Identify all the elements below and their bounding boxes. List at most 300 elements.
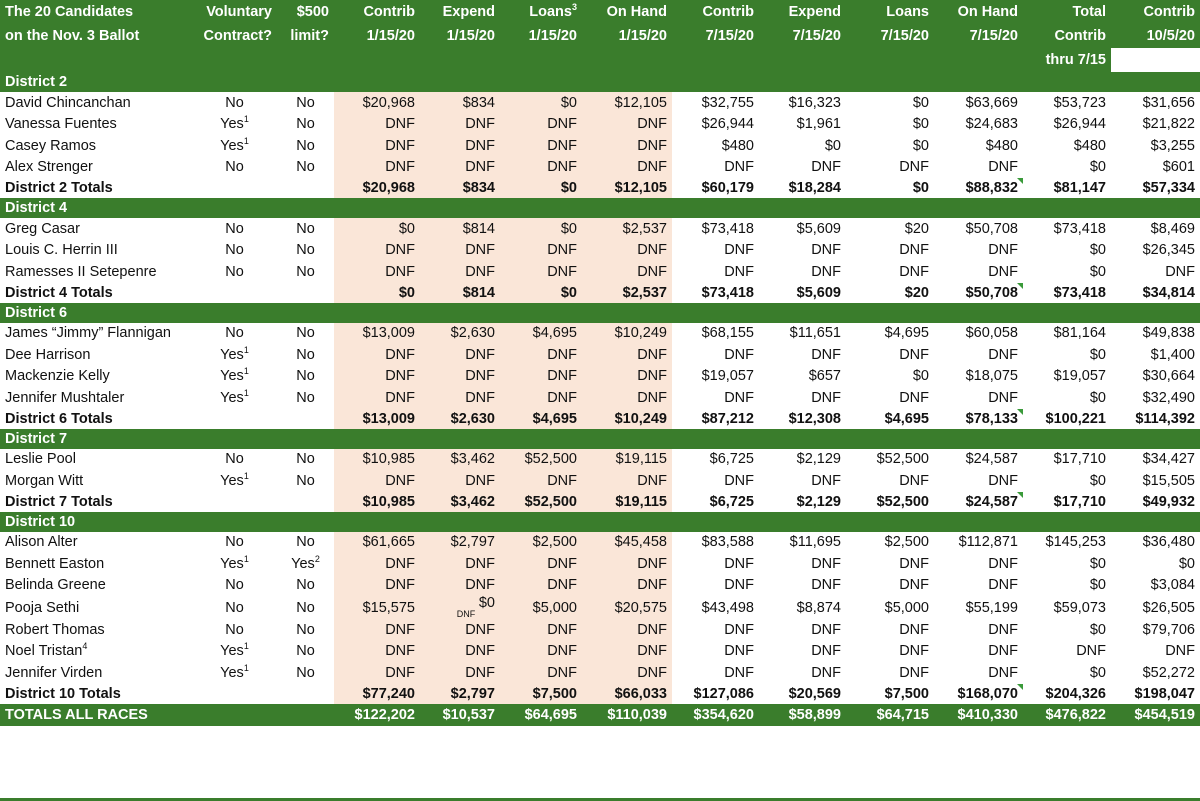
voluntary-contract — [192, 596, 277, 619]
district-title: District 2 — [0, 72, 1200, 92]
total-cell: $73,418 — [1053, 284, 1106, 301]
limit-text: No — [296, 621, 315, 638]
table-row — [0, 387, 1200, 409]
value-cell: DNF — [899, 621, 929, 638]
table-row — [0, 114, 1200, 136]
header-contrib-jan: Contrib — [334, 0, 420, 24]
candidate-name — [0, 323, 192, 345]
value-cell: $3,084 — [1150, 577, 1195, 594]
candidate-name — [0, 619, 192, 641]
value-cell: DNF — [582, 157, 672, 179]
footnote-marker: 1 — [243, 344, 249, 355]
total-cell: $52,500 — [876, 493, 929, 510]
voluntary-contract-text: Yes — [220, 472, 244, 489]
value-cell: DNF — [334, 344, 420, 366]
limit-text: No — [296, 137, 315, 154]
candidate-name — [0, 114, 192, 136]
voluntary-contract-text: Yes — [220, 555, 244, 572]
value-cell: $15,575 — [334, 596, 420, 619]
header-loans-jul: Loans — [846, 0, 934, 24]
voluntary-contract — [192, 261, 277, 283]
limit-text: No — [296, 472, 315, 489]
voluntary-contract-text: No — [225, 534, 244, 551]
district-totals-row — [0, 409, 1200, 429]
total-cell: $198,047 — [1134, 685, 1195, 702]
value-cell: $0 — [912, 116, 929, 133]
value-cell: DNF — [420, 553, 500, 575]
district-section-header — [0, 72, 1200, 92]
value-cell: DNF — [988, 346, 1018, 363]
value-cell: DNF — [500, 261, 582, 283]
value-cell: $20,575 — [582, 596, 672, 619]
value-cell: DNF — [724, 577, 754, 594]
district-totals-label: District 10 Totals — [5, 685, 121, 702]
value-cell: $657 — [808, 368, 841, 385]
candidate-name-text: Alison Alter — [5, 534, 78, 551]
voluntary-contract — [192, 344, 277, 366]
limit-500 — [277, 387, 334, 409]
total-cell: $18,284 — [788, 180, 841, 196]
district-totals-row — [0, 178, 1200, 198]
value-cell: $19,057 — [701, 368, 754, 385]
header-voluntary-line2: Contract? — [192, 24, 277, 48]
header-loans-jul-date: 7/15/20 — [846, 24, 934, 48]
footnote-marker: 1 — [243, 135, 249, 146]
value-cell: DNF — [811, 555, 841, 572]
value-cell: DNF — [899, 555, 929, 572]
voluntary-contract-text: Yes — [220, 664, 244, 681]
value-cell: $36,480 — [1142, 534, 1195, 551]
header-contrib-jan-date: 1/15/20 — [334, 24, 420, 48]
candidate-name — [0, 596, 192, 619]
value-cell: DNF — [1076, 643, 1106, 660]
limit-text: No — [296, 242, 315, 259]
limit-500 — [277, 619, 334, 641]
value-cell: $0 — [1089, 263, 1106, 280]
total-cell: $19,115 — [582, 492, 672, 512]
limit-500 — [277, 114, 334, 136]
value-cell: DNF — [582, 240, 672, 262]
value-cell: $73,418 — [1053, 220, 1106, 237]
value-cell: DNF — [334, 387, 420, 409]
cell-note: DNF — [456, 609, 476, 619]
voluntary-contract — [192, 366, 277, 388]
value-cell: DNF — [334, 470, 420, 492]
value-cell: $0 — [1178, 555, 1195, 572]
voluntary-contract-text: No — [225, 451, 244, 468]
value-cell: $3,462 — [420, 449, 500, 471]
value-cell: $0 — [334, 218, 420, 240]
value-cell: DNF — [811, 621, 841, 638]
value-cell: $112,871 — [958, 534, 1018, 551]
value-cell: DNF — [988, 643, 1018, 660]
candidate-name — [0, 449, 192, 471]
total-cell: $2,630 — [420, 409, 500, 429]
value-cell: $52,500 — [876, 451, 929, 468]
district-totals-row — [0, 684, 1200, 704]
table-row — [0, 575, 1200, 597]
header-total-contrib-line2: Contrib — [1023, 24, 1111, 48]
voluntary-contract-text: No — [225, 325, 244, 342]
value-cell: DNF — [420, 344, 500, 366]
total-cell: $73,418 — [701, 284, 754, 301]
candidate-name — [0, 641, 192, 663]
value-cell: $834 — [420, 92, 500, 114]
voluntary-contract-text: No — [225, 599, 244, 616]
value-cell: $73,418 — [701, 220, 754, 237]
value-cell: $0 — [500, 218, 582, 240]
total-cell: $814 — [420, 283, 500, 303]
value-cell: $60,058 — [965, 325, 1018, 342]
total-cell: $5,609 — [796, 284, 841, 301]
total-cell: $57,334 — [1142, 180, 1195, 196]
candidate-name-text: Robert Thomas — [5, 621, 105, 638]
value-cell: DNF — [899, 263, 929, 280]
value-cell: $0 — [1089, 159, 1106, 176]
voluntary-contract-text: Yes — [220, 346, 244, 363]
voluntary-contract — [192, 323, 277, 345]
value-cell: $0 — [1089, 664, 1106, 681]
value-cell: $2,537 — [582, 218, 672, 240]
voluntary-contract — [192, 135, 277, 157]
header-total-contrib: Total — [1023, 0, 1111, 24]
header-expend-jan: Expend — [420, 0, 500, 24]
value-cell: DNF — [988, 577, 1018, 594]
value-cell: DNF — [811, 263, 841, 280]
value-cell: DNF — [1165, 643, 1195, 660]
limit-500 — [277, 344, 334, 366]
value-cell: $0 — [912, 137, 929, 154]
limit-text: No — [296, 346, 315, 363]
value-cell: $52,500 — [500, 449, 582, 471]
total-cell: $3,462 — [420, 492, 500, 512]
value-cell: $0 — [912, 94, 929, 111]
district-totals-row — [0, 492, 1200, 512]
value-cell: DNF — [988, 621, 1018, 638]
total-cell: $20,968 — [334, 178, 420, 198]
limit-text: No — [296, 94, 315, 111]
value-cell: DNF — [420, 641, 500, 663]
value-cell: DNF — [811, 643, 841, 660]
total-cell: $0 — [500, 178, 582, 198]
total-cell: $100,221 — [1045, 410, 1106, 427]
total-cell: $2,537 — [582, 283, 672, 303]
total-cell: $10,985 — [334, 492, 420, 512]
header-contrib-jul: Contrib — [672, 0, 759, 24]
total-cell: $2,129 — [796, 493, 841, 510]
candidate-name — [0, 157, 192, 179]
header-spacer — [0, 48, 1023, 72]
candidate-name-text: James “Jimmy” Flannigan — [5, 325, 171, 342]
value-cell: DNF — [724, 555, 754, 572]
value-cell: $20,968 — [334, 92, 420, 114]
value-cell: $5,000 — [884, 599, 929, 616]
value-cell: DNF — [988, 242, 1018, 259]
candidate-name-text: Pooja Sethi — [5, 599, 80, 616]
value-cell: DNF — [420, 114, 500, 136]
total-cell: $127,086 — [693, 685, 754, 702]
voluntary-contract-text: Yes — [220, 368, 244, 385]
value-cell: DNF — [582, 619, 672, 641]
footnote-marker: 1 — [243, 662, 249, 673]
value-cell: DNF — [500, 662, 582, 684]
value-cell: $24,587 — [965, 451, 1018, 468]
grand-total-cell: $454,519 — [1111, 704, 1200, 726]
voluntary-contract — [192, 470, 277, 492]
limit-text: No — [296, 116, 315, 133]
candidate-name-text: Leslie Pool — [5, 451, 76, 468]
value-cell: DNF — [334, 553, 420, 575]
header-candidates-line2: on the Nov. 3 Ballot — [0, 24, 192, 48]
limit-500 — [277, 366, 334, 388]
footnote-marker: 3 — [571, 2, 577, 12]
limit-500 — [277, 92, 334, 114]
voluntary-contract-text: Yes — [220, 643, 244, 660]
total-cell: $50,708 — [934, 283, 1023, 303]
total-cell: $12,308 — [788, 410, 841, 427]
total-cell: $66,033 — [582, 684, 672, 704]
district-totals-label: District 4 Totals — [5, 284, 113, 301]
value-cell: $83,588 — [701, 534, 754, 551]
header-contrib-oct-date: 10/5/20 — [1111, 24, 1200, 48]
header-candidates: The 20 Candidates — [0, 0, 192, 24]
value-cell: DNF — [899, 242, 929, 259]
candidate-name — [0, 344, 192, 366]
total-cell: $88,832 — [934, 178, 1023, 198]
value-cell: DNF — [334, 240, 420, 262]
value-cell: DNF — [899, 643, 929, 660]
value-cell: DNF — [420, 240, 500, 262]
value-cell: DNF — [334, 619, 420, 641]
value-cell: $59,073 — [1053, 599, 1106, 616]
table-row — [0, 344, 1200, 366]
candidate-name — [0, 135, 192, 157]
value-text: $0 — [478, 596, 495, 611]
table-row — [0, 218, 1200, 240]
voluntary-contract-text: Yes — [220, 137, 244, 154]
value-cell: $10,249 — [582, 323, 672, 345]
footnote-marker: 1 — [243, 114, 249, 125]
total-cell: $52,500 — [500, 492, 582, 512]
value-cell: DNF — [582, 575, 672, 597]
value-cell: DNF — [582, 366, 672, 388]
value-cell: DNF — [420, 261, 500, 283]
candidate-name-text: Ramesses II Setepenre — [5, 263, 157, 280]
voluntary-contract-text: No — [225, 220, 244, 237]
value-cell: DNF — [811, 242, 841, 259]
footnote-marker: 1 — [243, 387, 249, 398]
value-cell: $1,961 — [796, 116, 841, 133]
voluntary-contract — [192, 449, 277, 471]
table-row — [0, 532, 1200, 554]
value-cell: $79,706 — [1142, 621, 1195, 638]
limit-500 — [277, 240, 334, 262]
voluntary-contract — [192, 553, 277, 575]
grand-totals-label: TOTALS ALL RACES — [0, 704, 334, 726]
value-cell: $0 — [1089, 389, 1106, 406]
limit-text: No — [296, 389, 315, 406]
limit-text: No — [296, 368, 315, 385]
value-cell: $0 — [1089, 346, 1106, 363]
value-cell: DNF — [899, 577, 929, 594]
candidate-name-text: David Chincanchan — [5, 94, 131, 111]
total-cell: $77,240 — [334, 684, 420, 704]
value-cell: $31,656 — [1142, 94, 1195, 111]
footnote-marker: 2 — [314, 553, 320, 564]
limit-500 — [277, 662, 334, 684]
candidate-name — [0, 92, 192, 114]
value-cell: DNF — [582, 135, 672, 157]
value-cell: DNF — [724, 242, 754, 259]
total-cell: $49,932 — [1142, 493, 1195, 510]
value-cell: DNF — [988, 472, 1018, 489]
candidate-name-text: Belinda Greene — [5, 577, 106, 594]
value-cell: DNF — [1165, 263, 1195, 280]
value-cell: DNF — [420, 366, 500, 388]
voluntary-contract — [192, 662, 277, 684]
total-cell: $78,133 — [934, 409, 1023, 429]
header-limit: $500 — [277, 0, 334, 24]
district-totals-row — [0, 283, 1200, 303]
grand-total-cell: $476,822 — [1023, 704, 1111, 726]
total-cell: $60,179 — [701, 180, 754, 196]
voluntary-contract-text: No — [225, 159, 244, 176]
limit-500 — [277, 553, 334, 575]
candidate-name-text: Dee Harrison — [5, 346, 91, 363]
value-cell: $49,838 — [1142, 325, 1195, 342]
value-cell: DNF — [334, 641, 420, 663]
total-cell: $0 — [912, 180, 929, 196]
total-cell: $7,500 — [884, 685, 929, 702]
limit-500 — [277, 596, 334, 619]
value-cell: $6,725 — [709, 451, 754, 468]
candidate-name-text: Alex Strenger — [5, 159, 93, 176]
candidate-name — [0, 240, 192, 262]
limit-500 — [277, 157, 334, 179]
voluntary-contract-text: Yes — [220, 116, 244, 133]
candidate-name-text: Noel Tristan — [5, 643, 83, 660]
candidate-name — [0, 575, 192, 597]
header-onhand-jul: On Hand — [934, 0, 1023, 24]
district-totals-label: District 7 Totals — [5, 493, 113, 510]
value-cell: DNF — [582, 387, 672, 409]
candidate-name-text: Casey Ramos — [5, 137, 97, 154]
value-cell: DNF — [582, 641, 672, 663]
value-cell: $814 — [420, 218, 500, 240]
grand-total-cell: $110,039 — [582, 704, 672, 726]
value-cell: $2,500 — [884, 534, 929, 551]
total-cell: $114,392 — [1135, 410, 1195, 427]
value-cell: DNF — [500, 240, 582, 262]
value-cell: DNF — [811, 346, 841, 363]
voluntary-contract-text: No — [225, 263, 244, 280]
voluntary-contract-text: Yes — [220, 389, 244, 406]
total-cell: $204,326 — [1045, 685, 1106, 702]
value-cell: $8,469 — [1150, 220, 1195, 237]
voluntary-contract-text: No — [225, 94, 244, 111]
value-cell: $26,944 — [701, 116, 754, 133]
header-expend-jan-date: 1/15/20 — [420, 24, 500, 48]
footnote-marker: 4 — [82, 641, 88, 652]
total-cell: $4,695 — [500, 409, 582, 429]
grand-totals-row — [0, 704, 1200, 726]
limit-text: No — [296, 599, 315, 616]
total-cell: $10,249 — [582, 409, 672, 429]
value-cell: $145,253 — [1045, 534, 1106, 551]
district-title: District 10 — [0, 512, 1200, 532]
value-cell: $2,797 — [420, 532, 500, 554]
value-cell: DNF — [724, 472, 754, 489]
value-cell: $4,695 — [500, 323, 582, 345]
value-cell: DNF — [500, 135, 582, 157]
value-cell: DNF — [724, 346, 754, 363]
table-header — [0, 0, 1200, 72]
voluntary-contract — [192, 619, 277, 641]
value-cell: DNF — [811, 472, 841, 489]
candidate-name-text: Louis C. Herrin III — [5, 242, 118, 259]
header-expend-jul-date: 7/15/20 — [759, 24, 846, 48]
value-cell: DNF — [334, 157, 420, 179]
value-cell: DNF — [500, 470, 582, 492]
total-cell: $168,070 — [934, 684, 1023, 704]
value-cell: DNF — [724, 263, 754, 280]
value-cell: $68,155 — [701, 325, 754, 342]
value-cell: $63,669 — [965, 94, 1018, 111]
value-cell: $2,129 — [796, 451, 841, 468]
candidate-name — [0, 532, 192, 554]
total-cell: $81,147 — [1053, 180, 1106, 196]
voluntary-contract — [192, 240, 277, 262]
total-cell: $0 — [334, 283, 420, 303]
header-loans-jan-date: 1/15/20 — [500, 24, 582, 48]
total-cell: $6,725 — [709, 493, 754, 510]
grand-total-cell: $64,695 — [500, 704, 582, 726]
limit-500 — [277, 449, 334, 471]
value-cell: DNF — [582, 662, 672, 684]
voluntary-contract-text: No — [225, 242, 244, 259]
value-cell: DNF — [334, 662, 420, 684]
limit-text: No — [296, 263, 315, 280]
candidate-name — [0, 387, 192, 409]
header-limit-line2: limit? — [277, 24, 334, 48]
value-cell: $601 — [1162, 159, 1195, 176]
value-cell: DNF — [899, 664, 929, 681]
total-cell: $20 — [904, 284, 929, 301]
limit-500 — [277, 323, 334, 345]
value-cell: DNF — [334, 261, 420, 283]
value-cell: $17,710 — [1053, 451, 1106, 468]
value-cell: DNF — [988, 664, 1018, 681]
grand-total-cell: $10,537 — [420, 704, 500, 726]
value-cell: $10,985 — [334, 449, 420, 471]
header-blank-cell — [1111, 48, 1200, 72]
total-cell: $4,695 — [884, 410, 929, 427]
district-totals-label: District 2 Totals — [5, 180, 113, 196]
table-row — [0, 92, 1200, 114]
table-row — [0, 323, 1200, 345]
value-cell: DNF — [420, 575, 500, 597]
total-cell: $17,710 — [1053, 493, 1106, 510]
value-cell: $0 — [824, 137, 841, 154]
total-cell: $834 — [420, 178, 500, 198]
grand-total-cell: $410,330 — [934, 704, 1023, 726]
value-cell: DNF — [899, 159, 929, 176]
value-cell: DNF — [811, 577, 841, 594]
voluntary-contract — [192, 92, 277, 114]
grand-total-cell: $58,899 — [759, 704, 846, 726]
value-cell: DNF — [899, 346, 929, 363]
header-expend-jul: Expend — [759, 0, 846, 24]
